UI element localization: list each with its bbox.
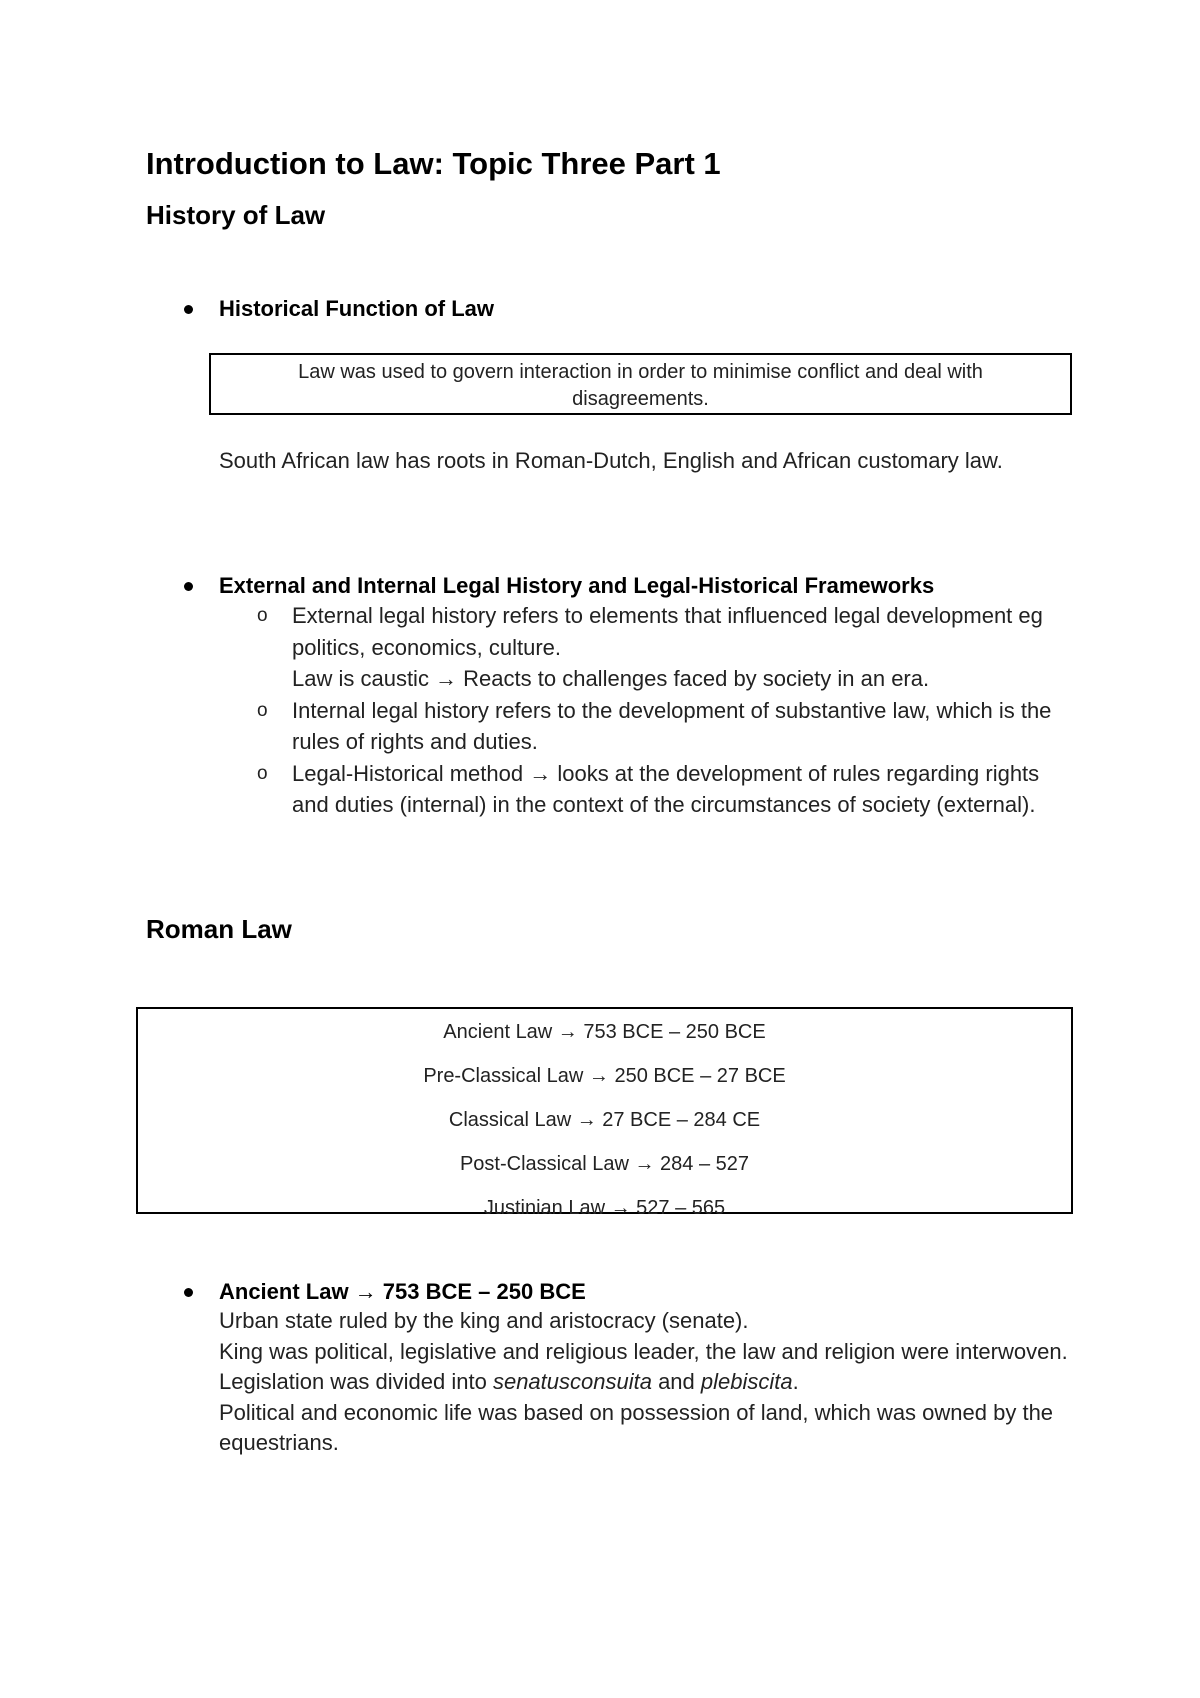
legislation-text: and xyxy=(651,1369,701,1394)
bullet-heading-ancient-law: Ancient Law → 753 BCE – 250 BCE xyxy=(219,1279,586,1304)
circle-bullet-marker: o xyxy=(257,699,268,721)
term-plebiscita: plebiscita xyxy=(700,1369,793,1394)
period-post-classical-law: Post-Classical Law → 284 – 527 xyxy=(459,1153,750,1175)
period-classical-law: Classical Law → 27 BCE – 284 CE xyxy=(448,1109,761,1131)
circle-bullet-marker: o xyxy=(257,605,268,626)
legislation-text: Legislation was divided into xyxy=(219,1369,493,1394)
section-heading-history-of-law: History of Law xyxy=(146,200,326,230)
legal-historical-method-text: Legal-Historical method → looks at the development of rules regarding rights and duties (internal) in the context of the circumstances of society (external). xyxy=(292,760,1040,817)
list-item xyxy=(219,758,1069,821)
legal-history-sublist xyxy=(219,600,1069,821)
law-caustic-text: Law is caustic → Reacts to challenges faced by society in an era. xyxy=(292,666,930,691)
period-ancient-law: Ancient Law → 753 BCE – 250 BCE xyxy=(443,1021,766,1043)
bullet-heading-historical-function: Historical Function of Law xyxy=(219,296,495,321)
definition-box xyxy=(209,353,1072,415)
roman-law-periods-box xyxy=(136,1007,1073,1219)
ancient-law-legislation-line xyxy=(219,1367,1069,1398)
bullet-dot-icon xyxy=(184,582,193,591)
legislation-text: . xyxy=(792,1369,799,1394)
bullet-heading-legal-history-frameworks: External and Internal Legal History and Legal-Historical Frameworks xyxy=(219,573,935,598)
period-justinian-law: Justinian Law → 527 – 565 xyxy=(483,1197,726,1219)
bullet-dot-icon xyxy=(184,305,193,314)
ancient-law-description xyxy=(219,1306,1069,1459)
circle-bullet-marker: o xyxy=(257,762,268,784)
list-item xyxy=(219,600,1069,695)
term-senatusconsuita: senatusconsuita xyxy=(492,1369,652,1394)
section-heading-roman-law: Roman Law xyxy=(146,914,292,944)
sa-law-roots-paragraph: South African law has roots in Roman-Dutch, English and African customary law. xyxy=(219,448,1003,473)
definition-box-text: Law was used to govern interaction in order to minimise conflict and deal with disagreements. xyxy=(298,361,983,410)
bullet-dot-icon xyxy=(184,1288,193,1297)
ancient-law-line: Urban state ruled by the king and aristocracy (senate). xyxy=(219,1308,749,1333)
page-title: Introduction to Law: Topic Three Part 1 xyxy=(146,146,721,181)
period-pre-classical-law: Pre-Classical Law → 250 BCE – 27 BCE xyxy=(423,1065,786,1087)
ancient-law-line: Political and economic life was based on possession of land, which was owned by the equestrians. xyxy=(219,1399,1054,1455)
list-item xyxy=(219,695,1069,758)
external-history-text: External legal history refers to elements that influenced legal development eg politics, economics, culture. xyxy=(292,603,1043,660)
ancient-law-line: King was political, legislative and religious leader, the law and religion were interwoven. xyxy=(219,1338,1068,1364)
internal-history-text: Internal legal history refers to the development of substantive law, which is the rules of rights and duties. xyxy=(292,697,1052,754)
